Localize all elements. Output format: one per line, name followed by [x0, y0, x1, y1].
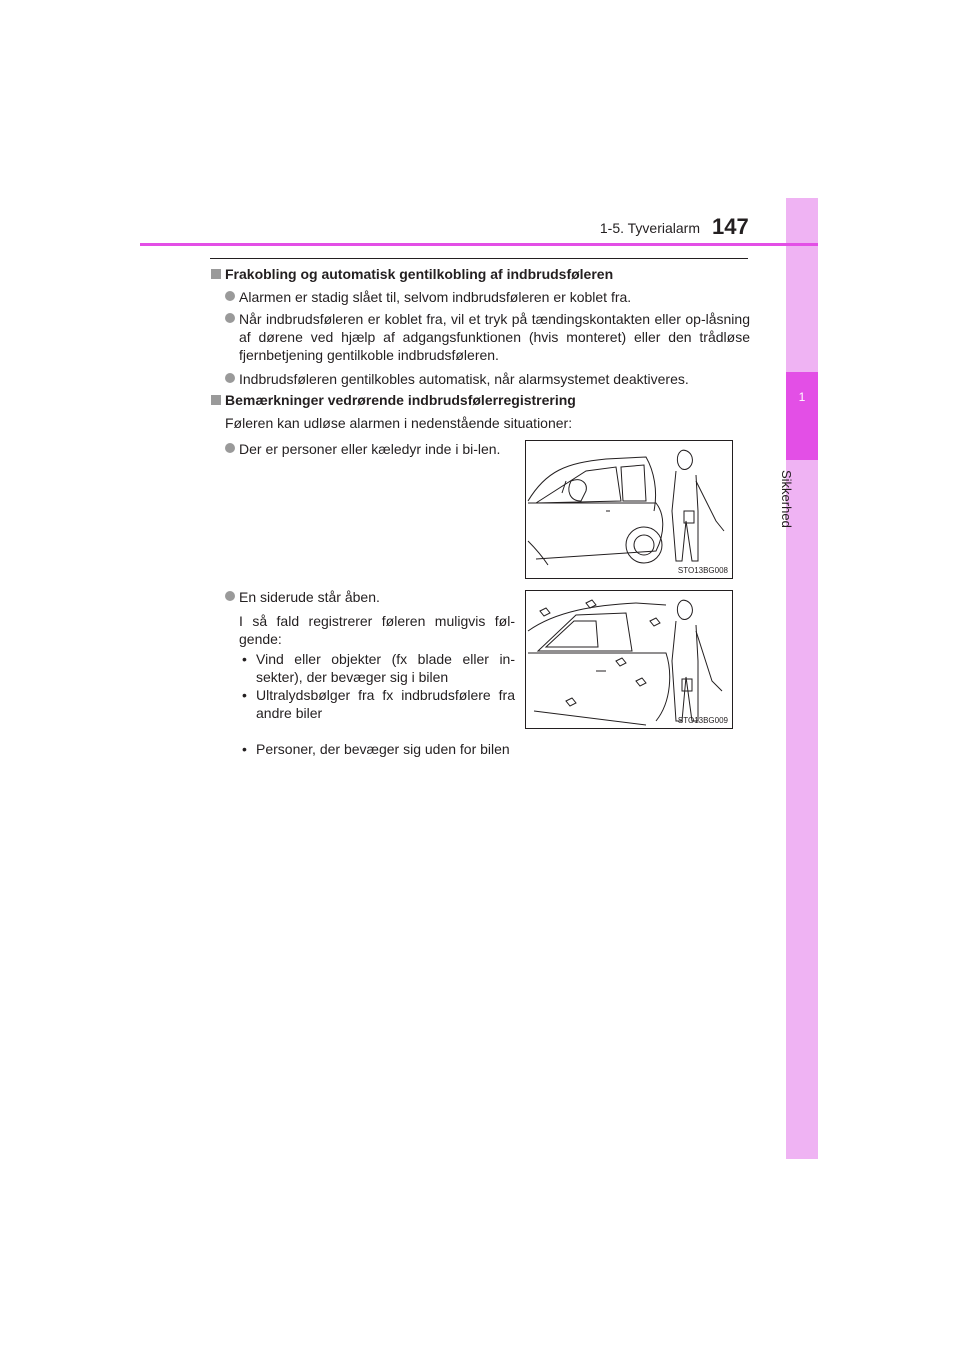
section2-bullet-2-text: En siderude står åben. — [239, 589, 380, 605]
square-bullet-icon — [211, 269, 221, 279]
figure-pet-in-car — [525, 440, 733, 579]
chapter-tab-active[interactable] — [786, 372, 818, 460]
sub-item-1-text: Vind eller objekter (fx blade eller in-sekter), der bevæger sig i bilen — [256, 651, 515, 685]
section2-bullet-2-detail: I så fald registrerer føleren muligvis føl-gende: — [239, 613, 515, 647]
sub-bullet-icon: • — [242, 741, 247, 757]
figure2-code: STO13BG009 — [677, 716, 728, 725]
section2-intro: Føleren kan udløse alarmen i nedenstående situationer: — [225, 415, 573, 431]
chapter-tab-strip — [786, 198, 818, 1159]
section2-bullet-1 — [225, 440, 515, 480]
content-rule — [210, 258, 748, 259]
section1-bullet-1-text: Alarmen er stadig slået til, selvom indbrudsføleren er koblet fra. — [239, 289, 632, 305]
open-window-illustration — [526, 591, 732, 728]
section1-bullet-3-text: Indbrudsføleren gentilkobles automatisk, når alarmsystemet deaktiveres. — [239, 371, 689, 387]
section1-bullet-3 — [225, 370, 750, 390]
sub-item-1 — [242, 650, 515, 686]
header-rule — [140, 243, 818, 246]
section1-heading-text: Frakobling og automatisk gentilkobling af indbrudsføleren — [225, 266, 614, 282]
bullet-dot-icon — [225, 591, 235, 601]
section2-heading — [211, 392, 751, 408]
section1-bullet-1 — [225, 288, 750, 308]
section2-heading-text: Bemærkninger vedrørende indbrudsfølerregistrering — [225, 392, 576, 408]
page-number: 147 — [712, 214, 749, 239]
car-with-dog-illustration — [526, 441, 732, 578]
chapter-title-text: Sikkerhed — [779, 470, 794, 528]
bullet-dot-icon — [225, 291, 235, 301]
section1-heading — [211, 266, 751, 282]
section2-bullet-1-text: Der er personer eller kæledyr inde i bi-len. — [239, 441, 501, 457]
sub-item-2 — [242, 686, 515, 722]
section1-bullet-2-text: Når indbrudsføleren er koblet fra, vil et tryk på tændingskontakten eller op-låsning af dørene ved hjælp af adgangsfunktionen (hvis monteret) eller den trådløse fjernbetjening gentilkoble indbrudsføleren. — [239, 311, 750, 363]
sub-bullet-icon: • — [242, 687, 247, 703]
figure-open-window — [525, 590, 733, 729]
section1-bullet-2 — [225, 310, 750, 366]
sub-item-3-text: Personer, der bevæger sig uden for bilen — [256, 741, 510, 757]
sub-bullet-icon: • — [242, 651, 247, 667]
square-bullet-icon — [211, 395, 221, 405]
sub-item-2-text: Ultralydsbølger fra fx indbrudsfølere fra andre biler — [256, 687, 515, 721]
bullet-dot-icon — [225, 373, 235, 383]
figure1-code: STO13BG008 — [677, 566, 728, 575]
bullet-dot-icon — [225, 443, 235, 453]
chapter-number: 1 — [798, 390, 806, 404]
chapter-title — [779, 470, 818, 570]
bullet-dot-icon — [225, 313, 235, 323]
section-title: 1-5. Tyverialarm — [599, 220, 700, 236]
